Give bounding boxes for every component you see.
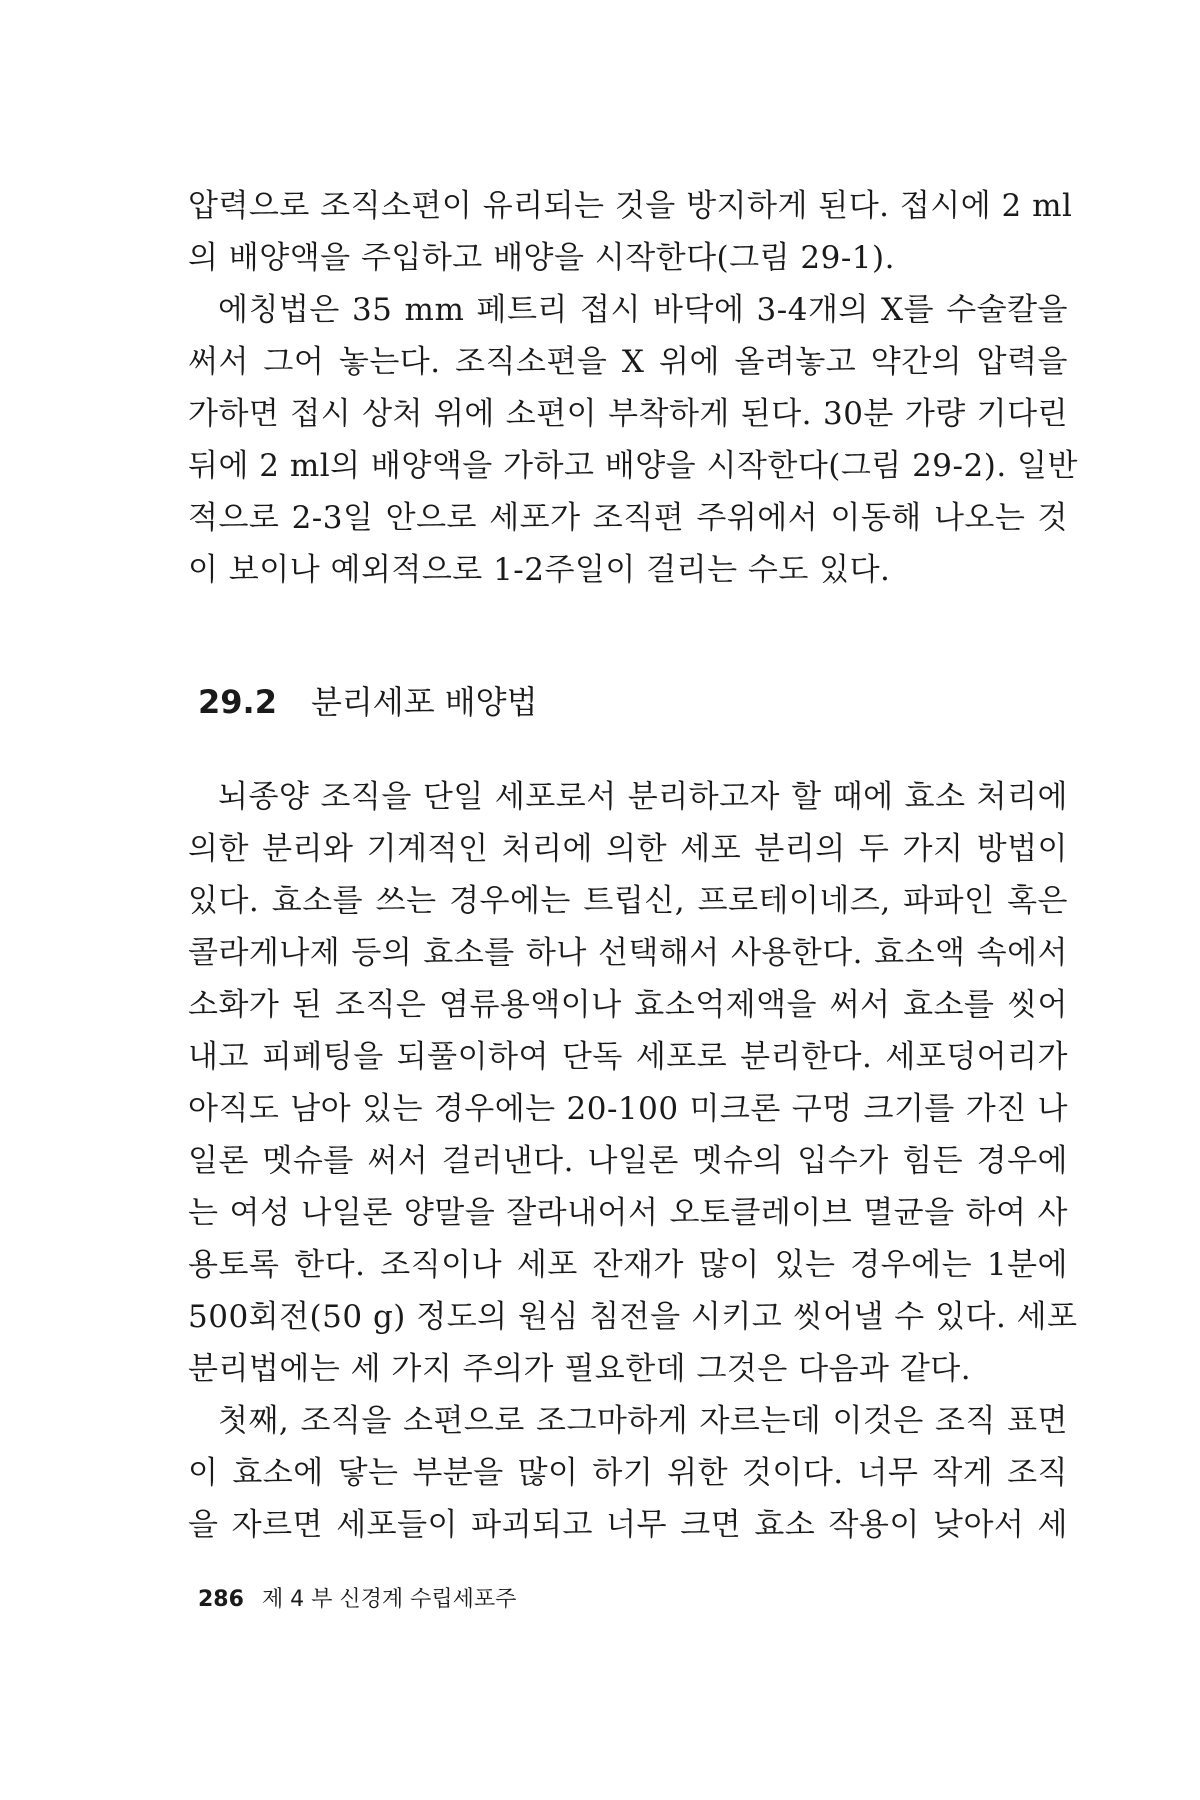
text-line: 아직도 남아 있는 경우에는 20-100 미크론 구멍 크기를 가진 나	[188, 1091, 1068, 1127]
text-line: 있다. 효소를 쓰는 경우에는 트립신, 프로테이네즈, 파파인 혹은	[188, 883, 1068, 919]
text-line: 첫째, 조직을 소편으로 조그마하게 자르는데 이것은 조직 표면	[218, 1403, 1068, 1439]
text-line: 가하면 접시 상처 위에 소편이 부착하게 된다. 30분 가량 기다린	[188, 396, 1068, 432]
text-line: 콜라게나제 등의 효소를 하나 선택해서 사용한다. 효소액 속에서	[188, 935, 1068, 971]
text-line: 이 효소에 닿는 부분을 많이 하기 위한 것이다. 너무 작게 조직	[188, 1455, 1068, 1491]
text-line: 500회전(50 g) 정도의 원심 침전을 시키고 씻어낼 수 있다. 세포	[188, 1299, 1078, 1335]
section-number: 29.2	[198, 683, 277, 721]
paragraph-bottom	[188, 771, 1078, 1551]
text-line: 뇌종양 조직을 단일 세포로서 분리하고자 할 때에 효소 처리에	[218, 779, 1068, 815]
text-line: 적으로 2-3일 안으로 세포가 조직편 주위에서 이동해 나오는 것	[188, 500, 1068, 536]
running-head: 제 4 부 신경계 수립세포주	[261, 1587, 517, 1612]
text-line: 용토록 한다. 조직이나 세포 잔재가 많이 있는 경우에는 1분에	[188, 1247, 1068, 1283]
text-line: 는 여성 나일론 양말을 잘라내어서 오토클레이브 멸균을 하여 사	[188, 1195, 1068, 1231]
text-line: 써서 그어 놓는다. 조직소편을 X 위에 올려놓고 약간의 압력을	[188, 344, 1068, 380]
text-line: 에칭법은 35 mm 페트리 접시 바닥에 3-4개의 X를 수술칼을	[218, 292, 1068, 328]
page-footer	[198, 1582, 516, 1618]
section-title: 분리세포 배양법	[310, 683, 538, 721]
text-line: 분리법에는 세 가지 주의가 필요한데 그것은 다음과 같다.	[188, 1351, 972, 1387]
text-line: 이 보이나 예외적으로 1-2주일이 걸리는 수도 있다.	[188, 552, 891, 588]
paragraph-top	[188, 180, 1078, 596]
text-line: 의 배양액을 주입하고 배양을 시작한다(그림 29-1).	[188, 240, 895, 276]
page-number: 286	[198, 1587, 244, 1612]
section-heading	[198, 672, 538, 732]
text-line: 을 자르면 세포들이 파괴되고 너무 크면 효소 작용이 낮아서 세	[188, 1507, 1068, 1543]
text-line: 압력으로 조직소편이 유리되는 것을 방지하게 된다. 접시에 2 ml	[188, 188, 1073, 224]
text-line: 내고 피페팅을 되풀이하여 단독 세포로 분리한다. 세포덩어리가	[188, 1039, 1068, 1075]
text-line: 일론 멧슈를 써서 걸러낸다. 나일론 멧슈의 입수가 힘든 경우에	[188, 1143, 1068, 1179]
text-line: 소화가 된 조직은 염류용액이나 효소억제액을 써서 효소를 씻어	[188, 987, 1068, 1023]
text-line: 의한 분리와 기계적인 처리에 의한 세포 분리의 두 가지 방법이	[188, 831, 1068, 867]
text-line: 뒤에 2 ml의 배양액을 가하고 배양을 시작한다(그림 29-2). 일반	[188, 448, 1078, 484]
